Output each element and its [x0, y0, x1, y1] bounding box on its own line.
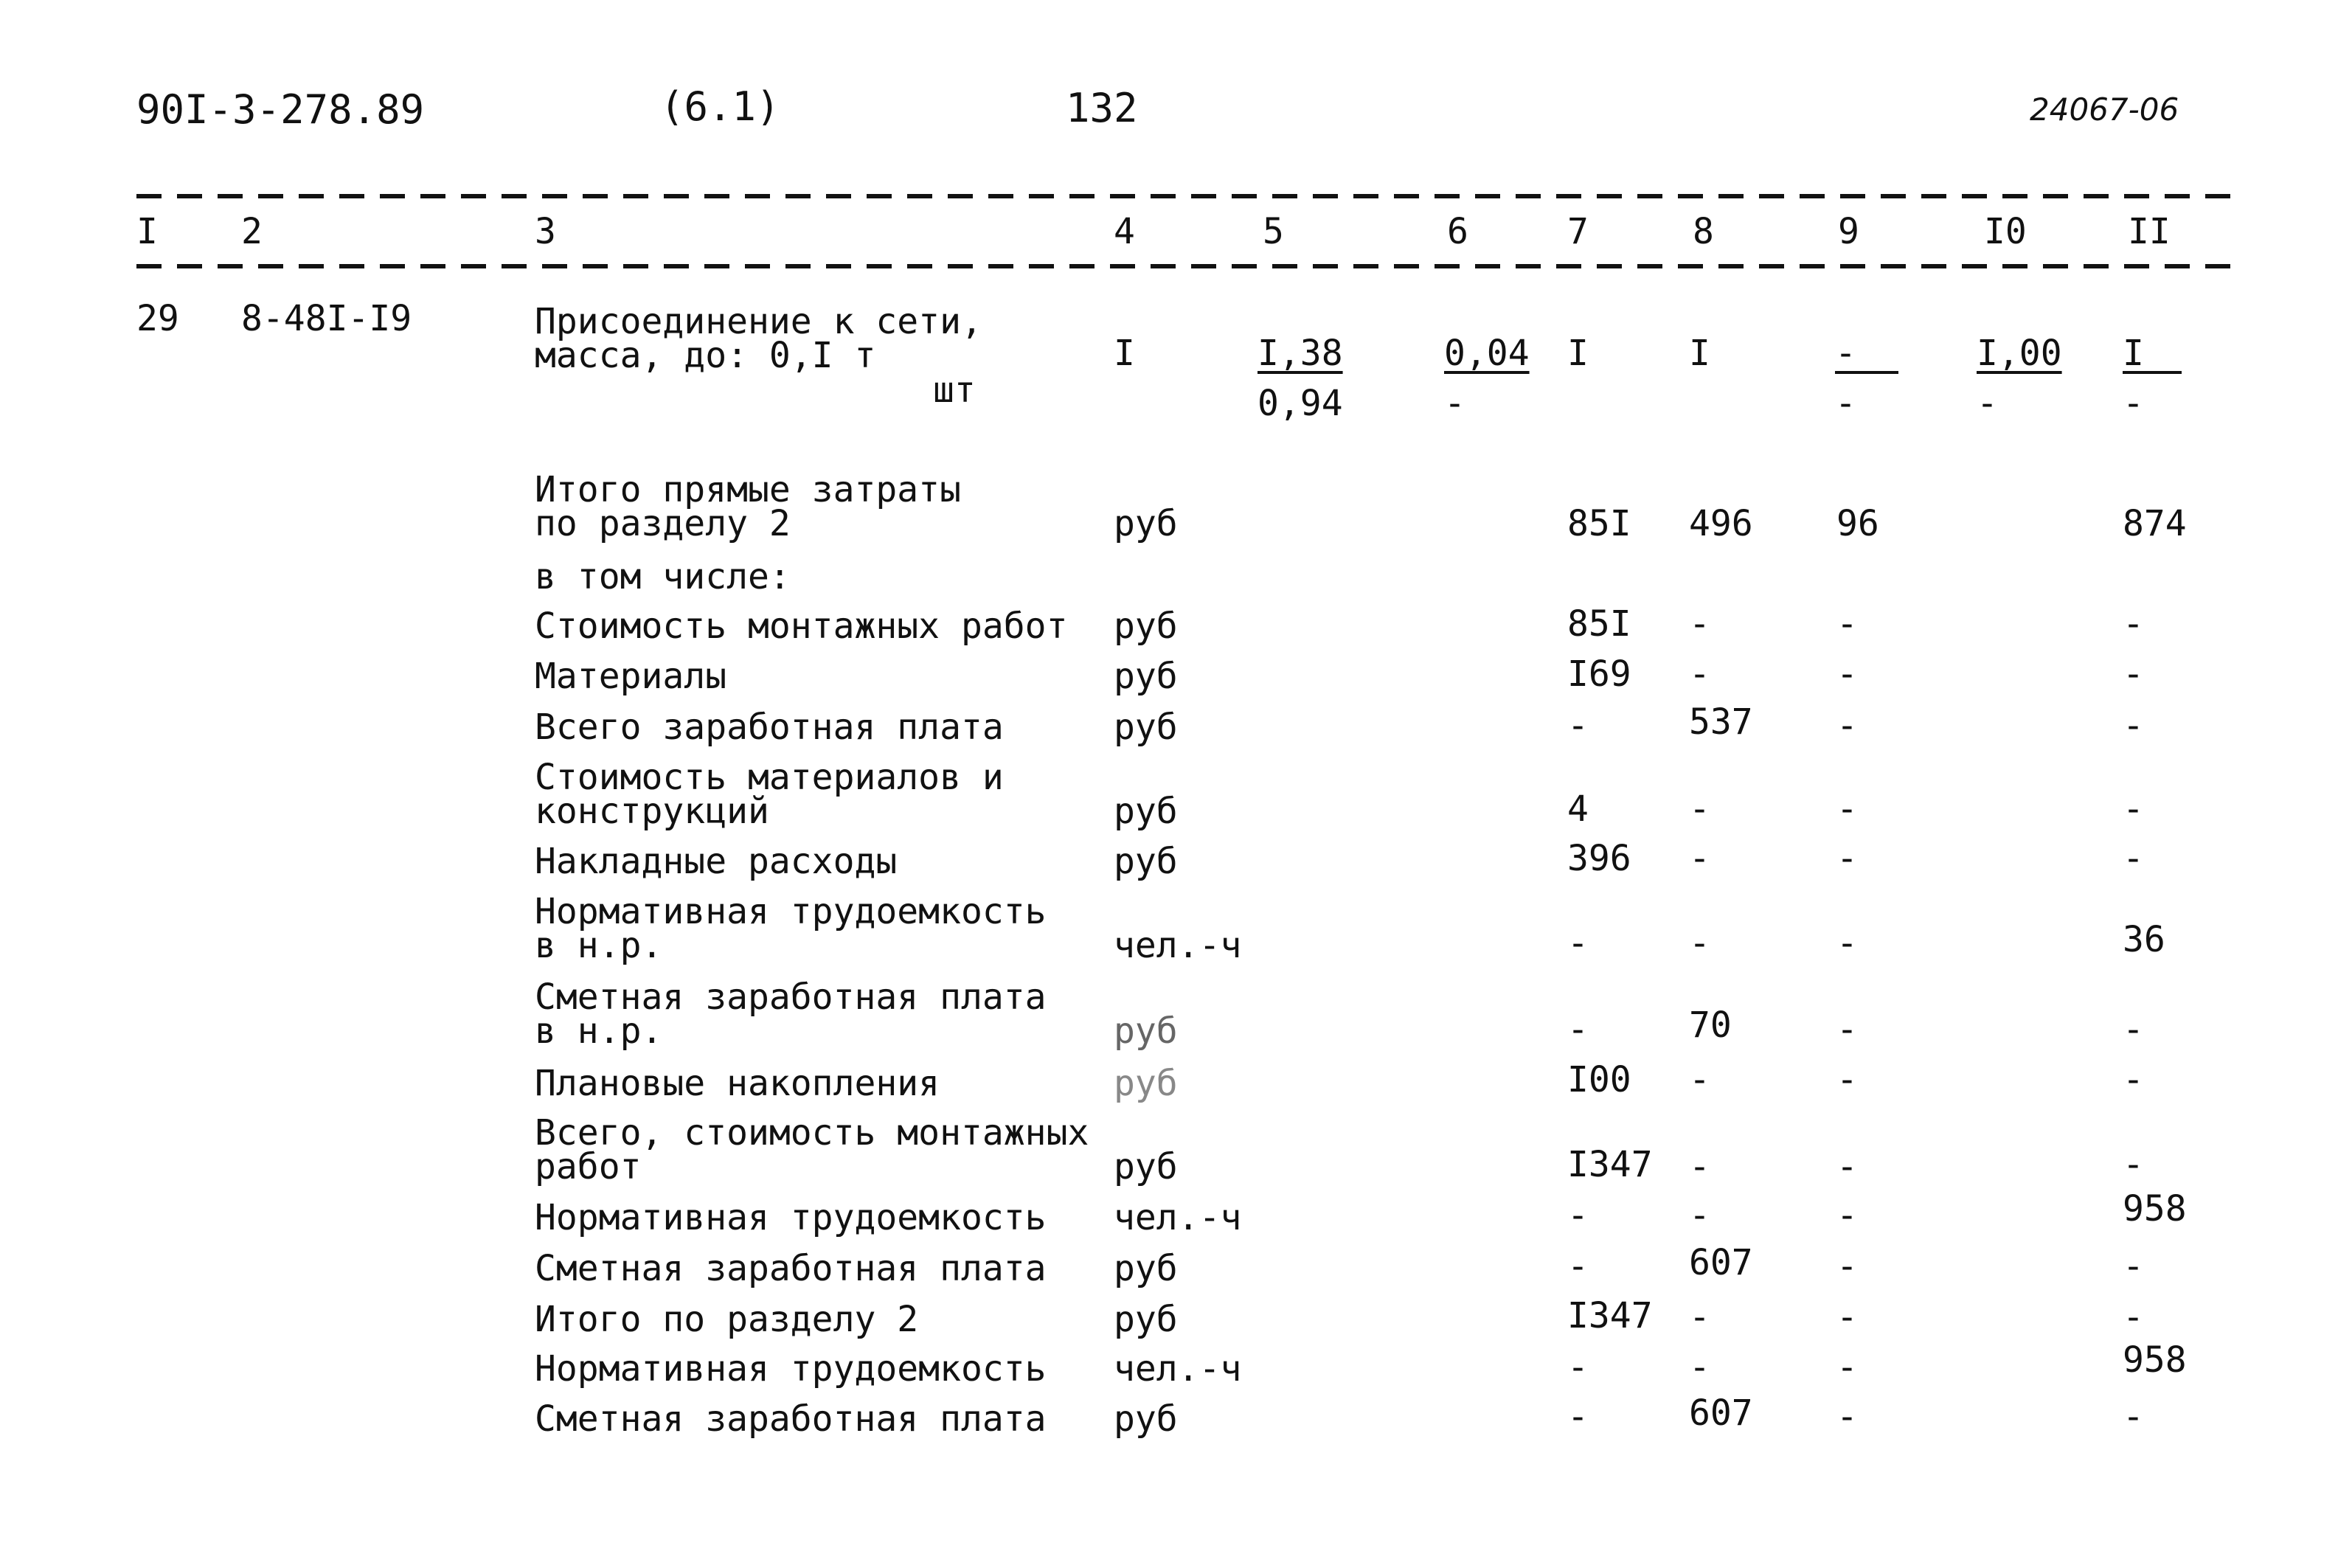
summary-row-unit: руб — [1114, 503, 1178, 544]
summary-row-col8: - — [1689, 923, 1710, 964]
summary-row-col8: - — [1689, 838, 1710, 879]
summary-row-col9: - — [1836, 838, 1858, 879]
summary-row-unit: руб — [1114, 606, 1178, 647]
summary-row-col9: - — [1836, 1396, 1858, 1437]
summary-row-col11: - — [2123, 705, 2144, 746]
item-col11-bottom: - — [2123, 383, 2144, 424]
col-header-7: 7 — [1567, 211, 1589, 252]
summary-row-name-cont: в н.р. — [535, 925, 663, 966]
summary-row-col9: - — [1836, 653, 1858, 695]
col-header-10: I0 — [1984, 211, 2027, 252]
summary-row-col11: - — [2123, 1297, 2144, 1338]
summary-row-col11: - — [2123, 1144, 2144, 1185]
summary-row-col7: - — [1567, 1195, 1589, 1236]
summary-row-name: Сметная заработная плата — [535, 976, 1047, 1018]
summary-row-unit: руб — [1114, 1063, 1178, 1104]
summary-row-col7: I347 — [1567, 1144, 1653, 1185]
summary-row-col8: 496 — [1689, 503, 1753, 544]
header-rule-bottom — [136, 264, 2235, 268]
summary-row-unit: чел.-ч — [1114, 1348, 1242, 1390]
summary-row-name: Итого прямые затраты — [535, 469, 961, 510]
col-header-9: 9 — [1838, 211, 1859, 252]
summary-row-col9: - — [1836, 1195, 1858, 1236]
summary-row-unit: чел.-ч — [1114, 1197, 1242, 1238]
summary-row-name: Материалы — [535, 656, 727, 697]
summary-row-col9: - — [1836, 705, 1858, 746]
item-col8: I — [1689, 333, 1710, 374]
summary-row-col7: - — [1567, 1396, 1589, 1437]
summary-row-col9: - — [1836, 603, 1858, 645]
summary-row-col11: 958 — [2123, 1339, 2187, 1381]
handwritten-stamp: 24067-06 — [2030, 91, 2179, 128]
summary-row-name-cont: конструкций — [535, 791, 769, 832]
summary-row-unit: руб — [1114, 1146, 1178, 1187]
summary-row-col7: - — [1567, 923, 1589, 964]
summary-row-unit: руб — [1114, 841, 1178, 882]
summary-row-unit: руб — [1114, 656, 1178, 697]
item-code: 8-48I-I9 — [241, 298, 412, 339]
item-name-line-2: масса, до: 0,I т — [535, 335, 876, 376]
summary-row-col8: - — [1689, 603, 1710, 645]
item-number: 29 — [136, 298, 179, 339]
summary-row-name: Накладные расходы — [535, 841, 898, 882]
item-name-line-1: Присоединение к сети, — [535, 301, 982, 342]
item-col6-top: 0,04 — [1444, 333, 1530, 374]
summary-row-unit: руб — [1114, 707, 1178, 748]
summary-row-col11: - — [2123, 1246, 2144, 1287]
summary-row-col8: 537 — [1689, 701, 1753, 743]
item-col6-bottom: - — [1444, 383, 1465, 424]
summary-row-col8: 70 — [1689, 1005, 1732, 1046]
summary-row-name: Итого по разделу 2 — [535, 1299, 919, 1340]
summary-row-col9: - — [1836, 788, 1858, 830]
summary-row-col8: 607 — [1689, 1392, 1753, 1434]
summary-row-col8: - — [1689, 1195, 1710, 1236]
summary-row-col9: 96 — [1836, 503, 1879, 544]
summary-row-col7: I00 — [1567, 1059, 1631, 1100]
summary-row-col9: - — [1836, 923, 1858, 964]
summary-row-col11: - — [2123, 1009, 2144, 1050]
summary-row-col7: 4 — [1567, 788, 1589, 830]
summary-row-name: в том числе: — [535, 556, 791, 597]
summary-row-col7: I347 — [1567, 1295, 1653, 1336]
item-col10-bottom: - — [1977, 383, 1998, 424]
item-quantity: I — [1114, 333, 1135, 374]
col-header-2: 2 — [241, 211, 263, 252]
summary-row-name: Сметная заработная плата — [535, 1248, 1047, 1289]
summary-row-col8: - — [1689, 788, 1710, 830]
summary-row-col11: - — [2123, 603, 2144, 645]
item-col9-top: - — [1835, 336, 1898, 374]
col-header-1: I — [136, 211, 158, 252]
col-header-3: 3 — [535, 211, 556, 252]
summary-row-col7: 85I — [1567, 503, 1631, 544]
summary-row-col7: - — [1567, 1246, 1589, 1287]
summary-row-col7: 85I — [1567, 603, 1631, 645]
summary-row-name: Всего заработная плата — [535, 707, 1004, 748]
item-col9-bottom: - — [1835, 383, 1856, 424]
summary-row-name-cont: работ — [535, 1146, 642, 1187]
summary-row-col7: - — [1567, 1347, 1589, 1388]
summary-row-col9: - — [1836, 1146, 1858, 1187]
summary-row-name: Нормативная трудоемкость — [535, 1348, 1047, 1390]
summary-row-unit: чел.-ч — [1114, 925, 1242, 966]
summary-row-name-cont: по разделу 2 — [535, 503, 791, 544]
summary-row-col9: - — [1836, 1347, 1858, 1388]
summary-row-col11: 36 — [2123, 919, 2165, 960]
summary-row-col11: 958 — [2123, 1188, 2187, 1229]
summary-row-unit: руб — [1114, 1299, 1178, 1340]
summary-row-name-cont: в н.р. — [535, 1010, 663, 1052]
summary-row-name: Нормативная трудоемкость — [535, 1197, 1047, 1238]
summary-row-col8: - — [1689, 653, 1710, 695]
page-number: 132 — [1066, 85, 1138, 131]
col-header-8: 8 — [1693, 211, 1714, 252]
item-unit: шт — [933, 370, 976, 411]
summary-row-col9: - — [1836, 1009, 1858, 1050]
summary-row-col11: 874 — [2123, 503, 2187, 544]
summary-row-col7: I69 — [1567, 653, 1631, 695]
summary-row-col9: - — [1836, 1297, 1858, 1338]
summary-row-col7: 396 — [1567, 838, 1631, 879]
summary-row-unit: руб — [1114, 1010, 1178, 1052]
item-col11-top: I — [2123, 336, 2182, 374]
col-header-5: 5 — [1263, 211, 1284, 252]
item-col5-bottom: 0,94 — [1257, 383, 1343, 424]
summary-row-col8: - — [1689, 1297, 1710, 1338]
summary-row-col11: - — [2123, 788, 2144, 830]
header-rule-top — [136, 194, 2235, 198]
summary-row-col9: - — [1836, 1059, 1858, 1100]
summary-row-col8: - — [1689, 1146, 1710, 1187]
summary-row-unit: руб — [1114, 791, 1178, 832]
summary-row-unit: руб — [1114, 1398, 1178, 1440]
summary-row-name: Стоимость материалов и — [535, 757, 1004, 798]
summary-row-col11: - — [2123, 1059, 2144, 1100]
summary-row-col9: - — [1836, 1246, 1858, 1287]
summary-row-name: Нормативная трудоемкость — [535, 891, 1047, 932]
summary-row-col8: - — [1689, 1059, 1710, 1100]
summary-row-name: Сметная заработная плата — [535, 1398, 1047, 1440]
summary-row-name: Стоимость монтажных работ — [535, 606, 1068, 647]
summary-row-col8: - — [1689, 1347, 1710, 1388]
summary-row-name: Всего, стоимость монтажных — [535, 1112, 1089, 1154]
section-number: (6.1) — [660, 83, 780, 130]
summary-row-col8: 607 — [1689, 1242, 1753, 1283]
summary-row-col11: - — [2123, 838, 2144, 879]
col-header-4: 4 — [1114, 211, 1135, 252]
summary-row-name: Плановые накопления — [535, 1063, 940, 1104]
summary-row-col7: - — [1567, 1009, 1589, 1050]
item-col5-top: I,38 — [1257, 333, 1343, 374]
col-header-11: II — [2128, 211, 2171, 252]
summary-row-col11: - — [2123, 653, 2144, 695]
summary-row-col7: - — [1567, 705, 1589, 746]
item-col10-top: I,00 — [1977, 333, 2062, 374]
item-col7: I — [1567, 333, 1589, 374]
summary-row-col11: - — [2123, 1396, 2144, 1437]
document-code: 90I-3-278.89 — [136, 86, 425, 133]
col-header-6: 6 — [1447, 211, 1468, 252]
summary-row-unit: руб — [1114, 1248, 1178, 1289]
